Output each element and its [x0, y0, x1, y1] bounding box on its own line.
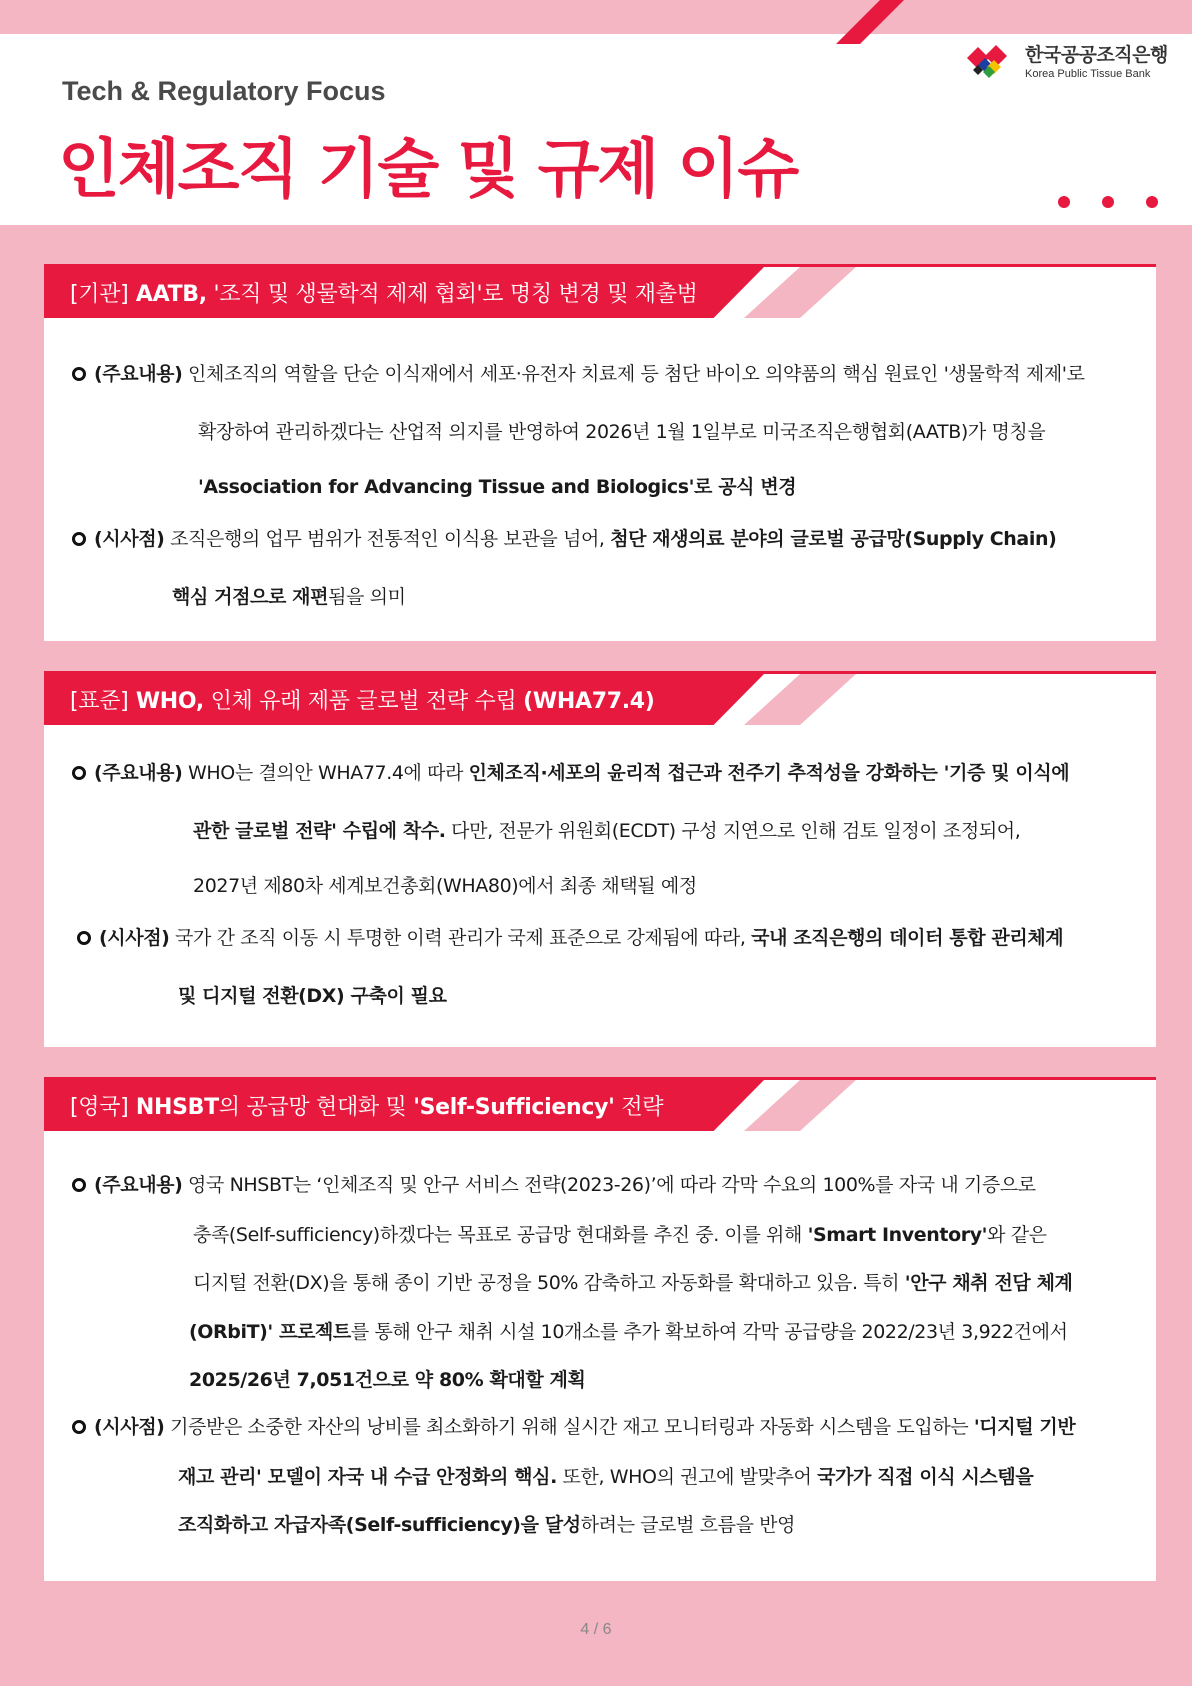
item-label: (시사점) [94, 1416, 165, 1438]
item-text: 하려는 글로벌 흐름을 반영 [580, 1514, 796, 1536]
item-text: 와 같은 [987, 1224, 1047, 1246]
item-line [193, 1268, 1073, 1295]
section-heading-text: 전략 [614, 1095, 664, 1120]
item-text-bold: 국가가 직접 이식 시스템을 [817, 1466, 1034, 1488]
section-header [44, 1077, 1156, 1131]
section-heading-bold: AATB, [128, 282, 207, 307]
bullet-item [72, 347, 1085, 402]
circle-bullet-icon [72, 532, 86, 546]
item-text-bold: 조직화하고 자급자족(Self-sufficiency)을 달성 [178, 1514, 581, 1536]
item-text-bold: 인체조직·세포의 윤리적 접근과 전주기 추적성을 강화하는 '기증 및 이식에 [468, 762, 1070, 784]
item-text: WHO는 결의안 WHA77.4에 따라 [182, 762, 469, 784]
item-line [193, 816, 1020, 843]
item-line [189, 1317, 1068, 1344]
item-text-bold: 'Association for Advancing Tissue and Biologics'로 공식 변경 [198, 476, 797, 498]
item-text-bold: 첨단 재생의료 분야의 글로벌 공급망(Supply Chain) [610, 528, 1057, 550]
item-text: 조직은행의 업무 범위가 전통적인 이식용 보관을 넘어, [164, 528, 611, 550]
item-line [178, 981, 447, 1008]
section-aatb [44, 264, 1156, 641]
item-text: 디지털 전환(DX)을 통해 종이 기반 공정을 50% 감축하고 자동화를 확대하고 있음. 특히 [193, 1272, 905, 1294]
circle-bullet-icon [72, 766, 86, 780]
item-line [193, 1220, 1047, 1247]
item-text: 충족(Self-sufficiency)하겠다는 목표로 공급망 현대화를 추진 중. 이를 위해 [193, 1224, 808, 1246]
item-text: 2027년 제80차 세계보건총회(WHA80)에서 최종 채택될 예정 [193, 875, 697, 897]
section-tag: [표준] [70, 689, 129, 714]
decorative-dots [1058, 196, 1158, 208]
item-line [198, 417, 1045, 444]
item-text: 국가 간 조직 이동 시 투명한 이력 관리가 국제 표준으로 강제됨에 따라, [169, 927, 752, 949]
circle-bullet-icon [77, 931, 91, 945]
organization-logo [963, 40, 1168, 80]
section-heading-text: 인체 유래 제품 글로벌 전략 수립 [203, 689, 524, 714]
bullet-item [77, 911, 1063, 966]
logo-mark-icon [963, 40, 1019, 80]
item-line [172, 582, 406, 609]
item-text: 기증받은 소중한 자산의 낭비를 최소화하기 위해 실시간 재고 모니터링과 자동화 시스템을 도입하는 [164, 1416, 974, 1438]
dot-icon [1146, 196, 1158, 208]
logo-english-name: Korea Public Tissue Bank [1025, 68, 1151, 80]
item-text-bold: 및 디지털 전환(DX) 구축이 필요 [178, 985, 447, 1007]
item-text-bold: 핵심 거점으로 재편 [172, 586, 329, 608]
section-heading-bold: NHSBT [128, 1095, 219, 1120]
dot-icon [1058, 196, 1070, 208]
section-heading [70, 684, 655, 715]
item-line [178, 1462, 1033, 1489]
item-text-bold: 재고 관리' 모델이 자국 내 수급 안정화의 핵심. [178, 1466, 557, 1488]
section-tag: [영국] [70, 1095, 129, 1120]
item-text-bold: 관한 글로벌 전략' 수립에 착수. [193, 820, 446, 842]
section-heading [70, 1090, 663, 1121]
item-label: (시사점) [99, 927, 170, 949]
bullet-item [72, 746, 1069, 801]
item-label: (주요내용) [94, 363, 183, 385]
item-text-bold: '안구 채취 전담 체계 [904, 1272, 1073, 1294]
section-header-rule [44, 1077, 1156, 1080]
item-line [178, 1510, 795, 1537]
section-heading-bold: (WHA77.4) [523, 689, 655, 714]
section-heading [70, 277, 698, 308]
item-text-bold: 국내 조직은행의 데이터 통합 관리체계 [751, 927, 1064, 949]
item-line [198, 472, 796, 499]
logo-korean-name: 한국공공조직은행 [1025, 44, 1168, 66]
section-header-accent [744, 267, 856, 318]
page-title: 인체조직 기술 및 규제 이슈 [58, 133, 798, 207]
section-nhsbt [44, 1077, 1156, 1581]
item-label: (시사점) [94, 528, 165, 550]
section-heading-text: 의 공급망 현대화 및 [218, 1095, 414, 1120]
section-header-accent [744, 1080, 856, 1131]
section-heading-text: '조직 및 생물학적 제제 협회'로 명칭 변경 및 재출범 [206, 282, 698, 307]
item-text: 다만, 전문가 위원회(ECDT) 구성 지연으로 인해 검토 일정이 조정되어, [445, 820, 1021, 842]
item-text-bold: '디지털 기반 [973, 1416, 1076, 1438]
section-header [44, 671, 1156, 725]
item-text-bold: (ORbiT)' 프로젝트 [189, 1321, 351, 1343]
item-text-bold: 2025/26년 7,051건으로 약 80% 확대할 계획 [189, 1369, 586, 1391]
section-header-rule [44, 671, 1156, 674]
circle-bullet-icon [72, 367, 86, 381]
bullet-item [72, 1400, 1075, 1455]
dot-icon [1102, 196, 1114, 208]
item-text: 를 통해 안구 채취 시설 10개소를 추가 확보하여 각막 공급량을 2022/23년 3,922건에서 [350, 1321, 1068, 1343]
circle-bullet-icon [72, 1178, 86, 1192]
item-text: 또한, WHO의 권고에 발맞추어 [556, 1466, 818, 1488]
section-heading-bold: WHO, [128, 689, 204, 714]
section-who [44, 671, 1156, 1047]
item-label: (주요내용) [94, 762, 183, 784]
item-text-bold: 'Smart Inventory' [807, 1224, 988, 1246]
top-strip [0, 0, 1192, 34]
section-header-accent [744, 674, 856, 725]
item-text: 인체조직의 역할을 단순 이식재에서 세포·유전자 치료제 등 첨단 바이오 의약품의 핵심 원료인 '생물학적 제제'로 [182, 363, 1085, 385]
section-header-rule [44, 264, 1156, 267]
page-subtitle: Tech & Regulatory Focus [62, 76, 386, 106]
item-text: 영국 NHSBT는 ‘인체조직 및 안구 서비스 전략(2023-26)’에 따라 각막 수요의 100%를 자국 내 기증으로 [182, 1174, 1036, 1196]
bullet-item [72, 512, 1056, 567]
item-text: 확장하여 관리하겠다는 산업적 의지를 반영하여 2026년 1월 1일부로 미국조직은행협회(AATB)가 명칭을 [198, 421, 1046, 443]
bullet-item [72, 1158, 1036, 1213]
section-heading-bold: 'Self-Sufficiency' [413, 1095, 615, 1120]
item-line [189, 1365, 585, 1392]
item-text: 됨을 의미 [328, 586, 406, 608]
item-line [193, 871, 697, 898]
section-header [44, 264, 1156, 318]
circle-bullet-icon [72, 1420, 86, 1434]
item-label: (주요내용) [94, 1174, 183, 1196]
section-tag: [기관] [70, 282, 129, 307]
page-number: 4 / 6 [580, 1621, 612, 1638]
